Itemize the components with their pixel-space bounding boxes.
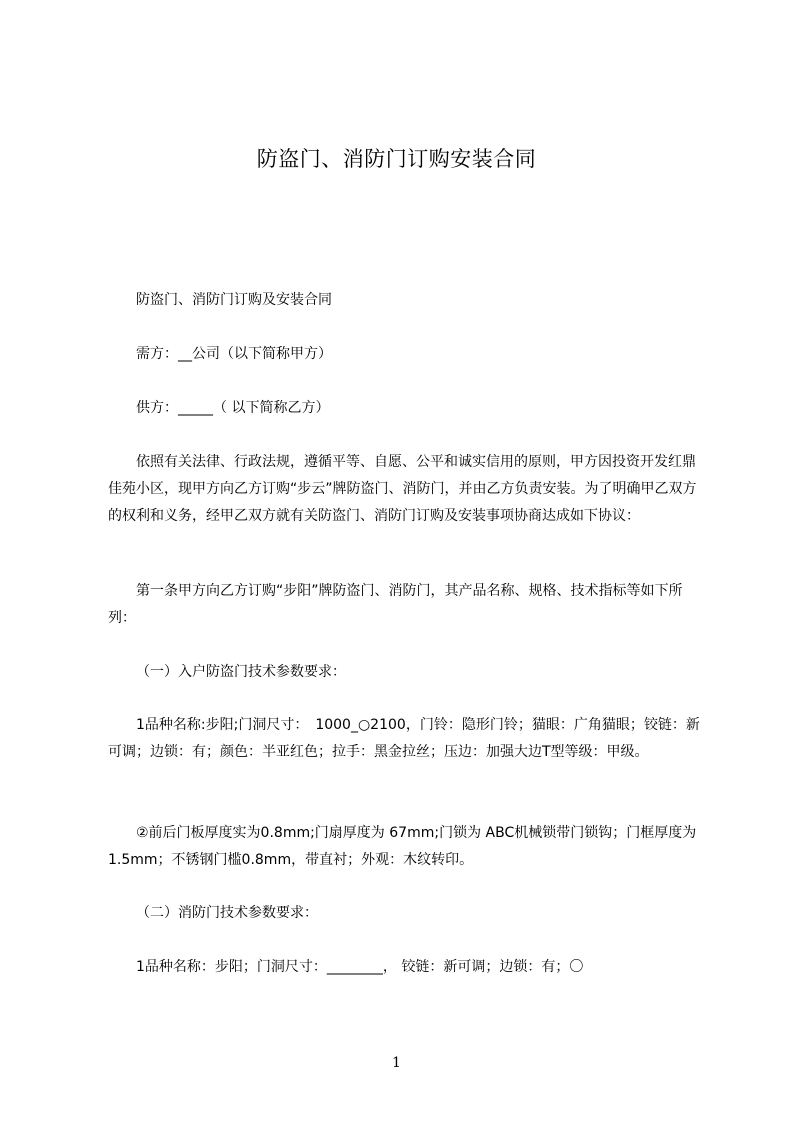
paragraph-section-2-heading: （二）消防门技术参数要求： — [136, 905, 318, 921]
paragraph-article-1: 第一条甲方向乙方订购“步阳”牌防盗门、消防门，其产品名称、规格、技术指标等如下所列： — [108, 583, 683, 626]
paragraph-security-door-spec-2: ②前后门板厚度实为0.8mm;门扇厚度为 67mm;门锁为 ABC机械锁带门锁钩；门框厚度为1.5mm；不锈钢门槛0.8mm，带直衬；外观：木纹转印。 — [108, 825, 697, 868]
paragraph-supplier: 供方：_____（ 以下简称乙方） — [136, 400, 330, 416]
paragraph-security-door-spec-1: 1品种名称:步阳;门洞尺寸： 1000_○2100，门铃：隐形门铃；猫眼：广角猫眼；铰链：新可调；边锁：有；颜色：半亚红色；拉手：黑金拉丝；压边：加强大边T型等级：甲级。 — [108, 717, 700, 760]
paragraph-subtitle: 防盗门、消防门订购及安装合同 — [136, 292, 332, 308]
paragraph-preamble: 依照有关法律、行政法规，遵循平等、自愿、公平和诚实信用的原则，甲方因投资开发红鼎佳苑小区，现甲方向乙方订购“步云”牌防盗门、消防门，并由乙方负责安装。为了明确甲乙双方的权利和义务，经甲乙双方就有关防盗门、消防门订购及安装事项协商达成如下协议： — [108, 454, 697, 524]
paragraph-buyer: 需方：__公司（以下简称甲方） — [136, 346, 332, 362]
paragraph-section-1-heading: （一）入户防盗门技术参数要求： — [136, 664, 346, 680]
page-number: 1 — [392, 1055, 401, 1071]
document-title: 防盗门、消防门订购安装合同 — [256, 147, 537, 171]
paragraph-fire-door-spec-1: 1品种名称：步阳；门洞尺寸：________， 铰链：新可调；边锁：有；〇 — [136, 959, 584, 975]
